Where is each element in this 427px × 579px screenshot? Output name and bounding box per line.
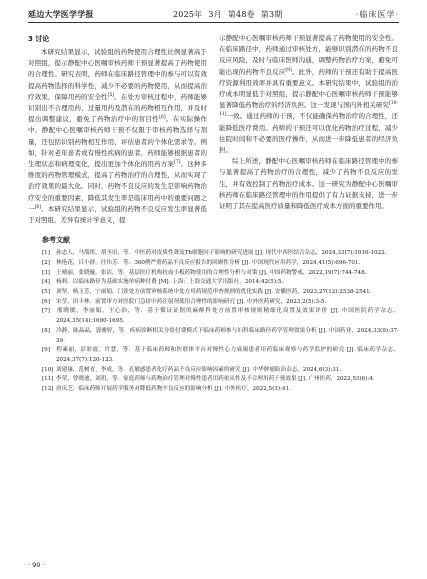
- reference-item: [42, 259, 399, 269]
- reference-number: [3]: [42, 269, 50, 276]
- reference-item: [42, 346, 399, 365]
- citation-mark: [9]: [285, 67, 292, 73]
- paragraph-text: 一致。通过药师的干预，不仅能确保药物治疗的合理性，还能降低医疗费用。药师的干预还可以优化药物治疗过程，减少住院时间和不必要的医疗操作，从而进一步降低患者的经济负担。: [219, 112, 398, 155]
- issue-month: 3月: [208, 10, 222, 19]
- reference-text: 冷静，陈晶晶，郭雅婷，等．疾病诊断相关分组付费模式下临床药师参与妇科临床路径药学管理效果分析 [J]. 中国药业，2024,33(9):37-39.: [56, 327, 399, 344]
- citation-mark: [10-11]: [219, 101, 398, 118]
- reference-list: [28, 249, 399, 395]
- reference-item: [42, 278, 399, 288]
- running-header: [28, 10, 399, 23]
- reference-number: [1]: [42, 250, 50, 257]
- reference-item: [42, 366, 399, 376]
- reference-item: [42, 269, 399, 279]
- reference-number: [9]: [42, 347, 50, 354]
- issue-volume: 第48卷: [227, 10, 255, 19]
- reference-item: [42, 249, 399, 259]
- reference-number: [7]: [42, 308, 50, 315]
- reference-number: [10]: [42, 366, 54, 373]
- reference-item: [42, 298, 399, 308]
- reference-text: 程素丽，彭彩霞，许慧，等．基于临床药师和医联体平台对慢性心力衰竭患者用药临床观察与药学监护的研究 [J]. 临床药学杂志，2024,37(7):120-123.: [56, 347, 399, 363]
- reference-item: [42, 375, 399, 385]
- reference-text: 唐庆芝．临床药师开展药学服务对降低药物不良反应的影响分析 [J]. 中外医疗，2022,5(3):41.: [56, 386, 291, 393]
- reference-item: [42, 288, 399, 298]
- paragraph: [219, 33, 398, 156]
- citation-mark: [8]: [34, 204, 42, 210]
- paragraph-text: 。此外，药师的干预还有助于提高医疗资源利用效率并具有重要意义。本研究结果中，试验组的治疗成本明显低于对照组，提示静配中心医嘱审核药师干预能够显著降低药物治疗的经济负担。这一发现与国内外相关研究: [219, 67, 399, 110]
- reference-number: [4]: [42, 279, 50, 286]
- page-number: · 90 ·: [28, 561, 45, 569]
- journal-page: [28, 10, 399, 569]
- reference-text: 邢晓敏，李丽娟，王心治，等．基于循证证据的麻醉科处方前置审核规则精细化设置及效果评价 [J]. 中国医院药学杂志，2024,35(14):1690-1695.: [56, 308, 399, 325]
- paragraph-text: 。本研究结果显示，试验组的药物不良反应发生率显著低于对照组，差异有统计学意义，提: [28, 204, 208, 225]
- reference-text: 林艳花，吕小群，任伟芳．等．360例严重药品不良反应报告的回顾性分析 [J]. 中国现代应用药学，2024,41(5):696-701.: [56, 259, 361, 266]
- paragraph: [28, 47, 207, 226]
- reference-text: 杨莉．以临床路径为基础实施单病种付费 [M]. 上海：上海交通大学出版社，2014:42(5):5.: [56, 279, 284, 286]
- issue-info: [167, 10, 283, 20]
- conclusion-paragraph: 综上所述，静配中心医嘱审核药师在临床路径管理中的参与显著提高了药物治疗的合理性，减少了药物不良反应的发生，并有效控制了药物治疗成本。这一研究为静配中心医嘱审核药师在临床路径管理中的作用提供了有力证据支持，进一步证明了其在提高医疗质量和降低医疗成本方面的重要作用。: [219, 157, 398, 211]
- article-body: [28, 33, 399, 226]
- reference-number: [12]: [42, 386, 54, 393]
- reference-item: [42, 385, 399, 395]
- citation-mark: [7]: [174, 159, 181, 165]
- citation-mark: [6]: [159, 115, 166, 121]
- paragraph-text: 。这种多维度的药物管理模式，提高了药物治疗的合理性，从而实现了治疗效果的最大化。同时，药物不良反应的发生是影响药物治疗安全的重要因素，降低其发生率是临床用药中的重要问题之一: [28, 160, 208, 213]
- reference-item: [42, 327, 399, 346]
- reference-text: 刘坚，杨玉芳，宁丽娟．门诊处方前置审核系统中处方用药规范审查规则的优化实践 [J]. 安徽医药，2023,27(12):2538-2541.: [56, 289, 372, 296]
- issue-number: 第3期: [260, 10, 283, 19]
- reference-item: [42, 307, 399, 326]
- references-heading: 参考文献: [42, 236, 70, 245]
- issue-year: 2025年: [172, 10, 203, 19]
- journal-title: 延边大学医学学报: [28, 10, 94, 19]
- citation-mark: [5]: [107, 92, 115, 98]
- references-section: [28, 234, 399, 395]
- reference-number: [8]: [42, 327, 50, 334]
- paragraph-text: 本研究结果显示，试验组的药物使用合理性比例显著高于对照组，提示静配中心医嘱审核药师干预显著提高了药物使用的合理性。研究表明，药师在临床路径管理中的参与可以有效提高药物选择的科学性，减少不必要的药物使用，从而提高治疗效果，保障用药的安全性: [28, 48, 207, 101]
- section-heading: 3 讨论: [28, 35, 50, 43]
- reference-text: 刘建康，范树青，李成，等．孔敏感患者化疗药品不良反应影响因素的研究 [J]. 中华肿瘤防治杂志，2024,6(3):31.: [56, 366, 342, 373]
- reference-text: 宋莹，田丰林．前置审方对医院门急诊中药注射剂使用合理性的影响研究 [J]. 中外医药研究，2023,2(5):3-5.: [56, 298, 327, 305]
- reference-number: [6]: [42, 298, 50, 305]
- reference-number: [5]: [42, 289, 50, 296]
- reference-number: [11]: [42, 376, 54, 383]
- reference-text: 王晴丽，张晓璇，张洁，等．基层医疗机构抗血小板药物使用的合理性分析与对策 [J]. 中国药物警戒，2022,19(7):744-748.: [56, 269, 367, 276]
- right-column: [219, 33, 398, 226]
- column-label: ·临床医学·: [355, 10, 399, 19]
- reference-text: 孙忠人，马端彤，胡丞田，等．中医药对皮质性聋及Th细胞因子影响的研究进展 [J]. 现代中西医结合杂志，2024,33(7):1016-1022.: [56, 250, 387, 257]
- paragraph-text: 示静配中心医嘱审核药师干预显著提高了药物使用的安全性。在临床路径中，药师通过审核处方，能够识别潜在的药物不良反应风险，及时与临床医师沟通，调整药物治疗方案，避免可能出现的药物不良反应: [219, 34, 398, 76]
- paragraph-text: 。在实际操作中，静配中心医嘱审核药师干预不仅限于审核药物选择与剂量，还包括识别药物相互作用，评估患者的个体化需求等。例如，针对老年患者或有慢性疾病的患者，药师能够根据患者的生理状态和病理变化，提出更加个体化的用药方案: [28, 115, 208, 169]
- reference-number: [2]: [42, 259, 50, 266]
- left-column: [28, 33, 207, 226]
- reference-text: 李荣，曾晓迪，刘玥，等．家庭药师与药物治疗管理对慢性患者用药依从性及不合理用药干预效果 [J]. 广州医药，2022,53(6):4.: [56, 376, 375, 383]
- paragraph-text: 。在处方审核过程中，药师能够识别出不合理用药、过量用药及潜在的药物相互作用，并及时提出调整建议，避免了药物治疗中的盲目性: [28, 92, 208, 124]
